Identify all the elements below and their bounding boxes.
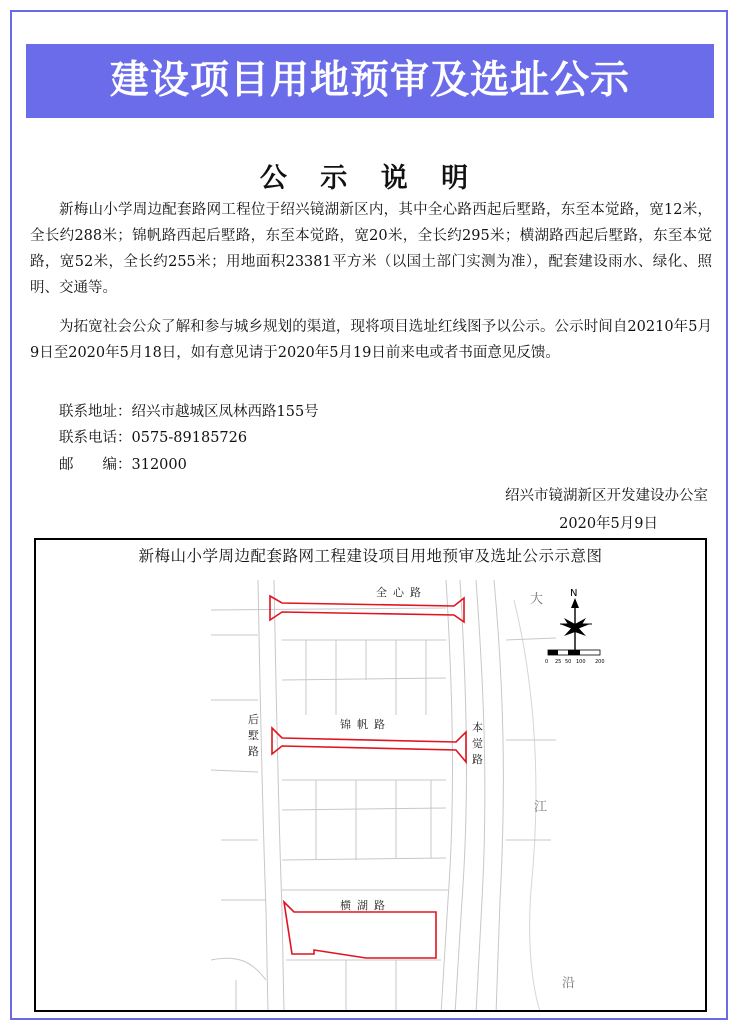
label-quanxin-road: 全心路 bbox=[376, 586, 427, 599]
issue-date: 2020年5月9日 bbox=[559, 516, 658, 532]
map-drawing bbox=[36, 540, 707, 1012]
scale-100: 100 bbox=[576, 659, 586, 665]
base-map bbox=[211, 580, 556, 1012]
redline-jinfan-road bbox=[272, 728, 466, 762]
river-char-3: 沿 bbox=[562, 976, 576, 991]
scale-50: 50 bbox=[565, 659, 572, 665]
north-label: N bbox=[570, 588, 578, 599]
map-title: 新梅山小学周边配套路网工程建设项目用地预审及选址公示示意图 bbox=[138, 547, 603, 565]
scale-bar bbox=[548, 650, 600, 655]
notice-paragraph-2: 为拓宽社会公众了解和参与城乡规划的渠道，现将项目选址红线图予以公示。公示时间自20210年5月9日至2020年5月18日，如有意见请于2020年5月19日前来电或者书面意见反馈。 bbox=[30, 319, 712, 361]
issuer: 绍兴市镜湖新区开发建设办公室 bbox=[505, 488, 708, 504]
label-houshu-road: 后墅路 bbox=[248, 713, 259, 758]
scale-0: 0 bbox=[545, 659, 549, 665]
label-jinfan-road: 锦帆路 bbox=[340, 718, 391, 731]
page-title: 建设项目用地预审及选址公示 bbox=[26, 44, 714, 118]
contact-phone: 联系电话：0575-89185726 bbox=[59, 430, 248, 446]
river-char-1: 大 bbox=[530, 592, 544, 607]
site-plan-map bbox=[34, 538, 707, 1012]
north-arrow-icon bbox=[560, 598, 592, 650]
postcode: 邮 编：312000 bbox=[59, 457, 187, 473]
label-benjue-road: 本觉路 bbox=[472, 721, 483, 766]
scale-200: 200 bbox=[595, 659, 605, 665]
contact-address: 联系地址：绍兴市越城区凤林西路155号 bbox=[59, 404, 319, 420]
notice-heading: 公 示 说 明 bbox=[259, 163, 481, 194]
river-char-2: 江 bbox=[534, 800, 548, 815]
scale-25: 25 bbox=[555, 659, 562, 665]
label-henghu-road: 横湖路 bbox=[340, 899, 391, 912]
notice-paragraph-1: 新梅山小学周边配套路网工程位于绍兴镜湖新区内，其中全心路西起后墅路，东至本觉路，宽12米，全长约288米；锦帆路西起后墅路，东至本觉路，宽20米，全长约295米；横湖路西起后墅路，东至本觉路，宽52米，全长约255米；用地面积23381平方米（以国土部门实测为准），配套建设雨水、绿化、照明、交通等。 bbox=[30, 202, 712, 296]
